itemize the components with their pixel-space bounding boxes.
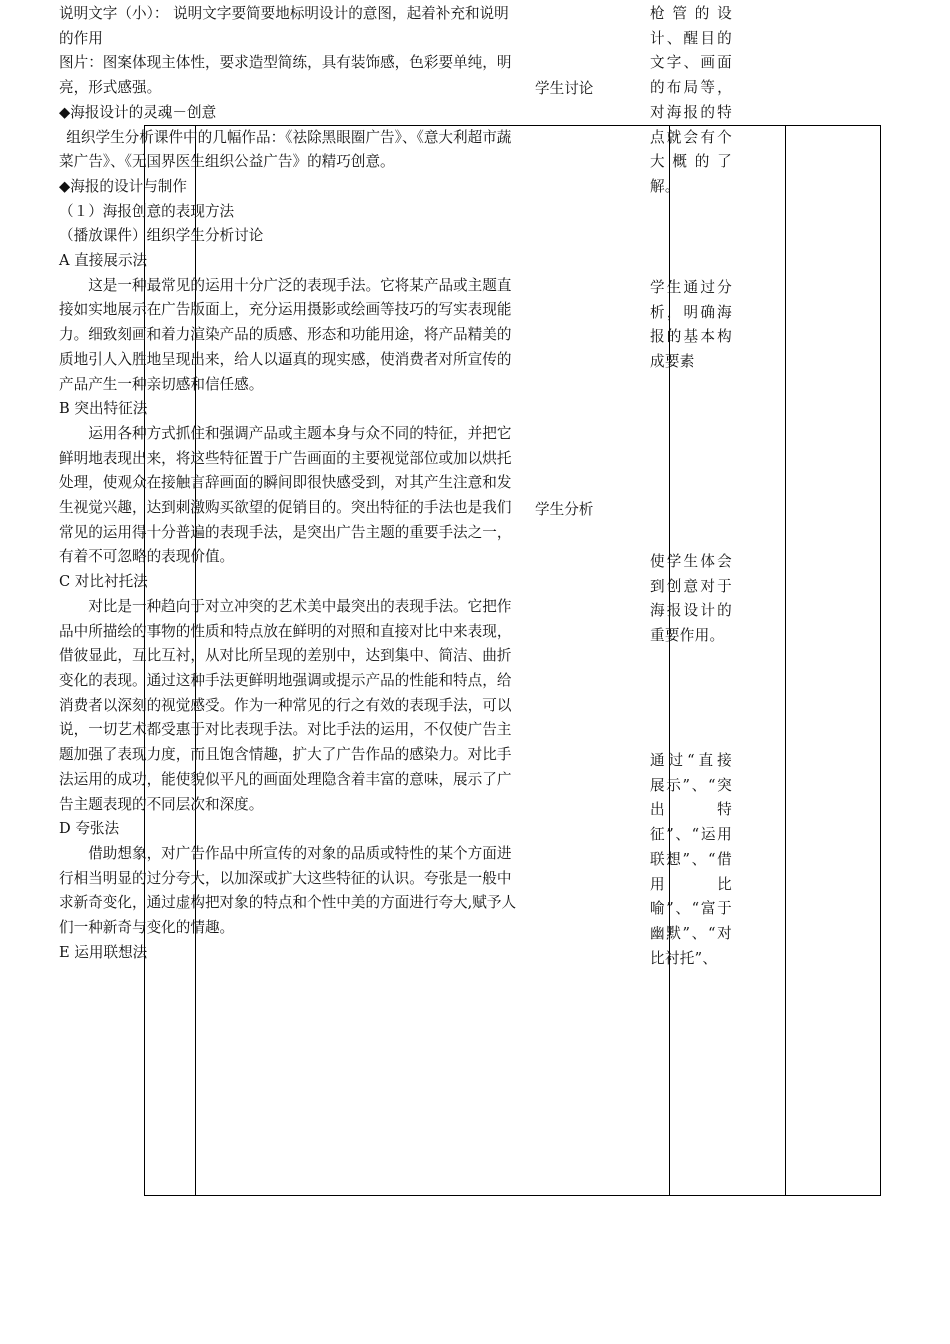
column-divider-3 xyxy=(785,126,786,1195)
section-heading: C 对比衬托法 xyxy=(59,573,148,591)
content-line: 说明文字（小）： 说明文字要简要地标明设计的意图，起着补充和说明的作用 xyxy=(59,5,509,47)
content-paragraph: 借助想象，对广告作品中所宣传的对象的品质或特性的某个方面进行相当明显的过分夸大，以加深或扩大这些特征的认识。夸张是一般中求新奇变化，通过虚构把对象的特点和个性中美的方面进行夸大,赋予人们一种新奇与变化的情趣。 xyxy=(59,844,517,937)
content-paragraph: 运用各种方式抓住和强调产品或主题本身与众不同的特征，并把它鲜明地表现出来，将这些特征置于广告画面的主要视觉部位或加以烘托处理，使观众在接触言辞画面的瞬间即很快感受到，对其产生注意和发生视觉兴趣，达到刺激购买欲望的促销目的。突出特征的手法也是我们常见的运用得十分普遍的表现手法，是突出广告主题的重要手法之一，有着不可忽略的表现价值。 xyxy=(59,424,512,566)
design-intent-note: 学生通过分析，明确海报的基本构成要素 xyxy=(650,279,732,371)
section-heading: E 运用联想法 xyxy=(59,943,148,961)
content-paragraph: 对比是一种趋向于对立冲突的艺术美中最突出的表现手法。它把作品中所描绘的事物的性质和特点放在鲜明的对照和直接对比中来表现，借彼显此，互比互衬，从对比所呈现的差别中，达到集中、简洁、曲折变化的表现。通过这种手法更鲜明地强调或提示产品的性能和特点，给消费者以深刻的视觉感受。作为一种常见的行之有效的表现手法，可以说，一切艺术都受惠于对比表现手法。对比手法的运用，不仅使广告主题加强了表现力度，而且饱含情趣，扩大了广告作品的感染力。对比手法运用的成功，能使貌似平凡的画面处理隐含着丰富的意味，展示了广告主题表现的不同层次和深度。 xyxy=(59,597,512,813)
teaching-content-cell xyxy=(59,2,521,965)
content-line: 组织学生分析课件中的几幅作品：《祛除黑眼圈广告》、《意大利超市蔬菜广告》、《无国界医生组织公益广告》的精巧创意。 xyxy=(59,128,512,171)
content-line: 图片：图案体现主体性，要求造型简练，具有装饰感，色彩要单纯，明亮，形式感强。 xyxy=(59,54,512,97)
design-intent-note: 枪管的设计、醒目的文字、画面的布局等，对海报的特点就会有个大概的了解。 xyxy=(650,5,732,195)
design-intent-note: 通过“直接展示”、“突出特征”、“运用联想”、“借用比喻”、“富于幽默”、“对比衬托”、 xyxy=(650,752,732,967)
content-line: ◆海报的设计与制作 xyxy=(59,177,187,195)
content-line: ◆海报设计的灵魂－创意 xyxy=(59,103,217,121)
content-paragraph: 这是一种最常见的运用十分广泛的表现手法。它将某产品或主题直接如实地展示在广告版面上，充分运用摄影或绘画等技巧的写实表现能力。细致刻画和着力渲染产品的质感、形态和功能用途，将产品精美的质地引人入胜地呈现出来，给人以逼真的现实感，使消费者对所宣传的产品产生一种亲切感和信任感。 xyxy=(59,276,512,393)
section-heading: D 夸张法 xyxy=(59,820,120,838)
section-heading: A 直接展示法 xyxy=(59,252,148,270)
content-line: （１）海报创意的表现方法 xyxy=(59,202,235,220)
student-activity-analyze: 学生分析 xyxy=(535,501,594,518)
design-intent-note: 使学生体会到创意对于海报设计的重要作用。 xyxy=(650,553,732,645)
student-activity-discuss: 学生讨论 xyxy=(535,80,594,97)
section-heading: B 突出特征法 xyxy=(59,400,148,418)
content-line: （播放课件）组织学生分析讨论 xyxy=(59,227,264,245)
